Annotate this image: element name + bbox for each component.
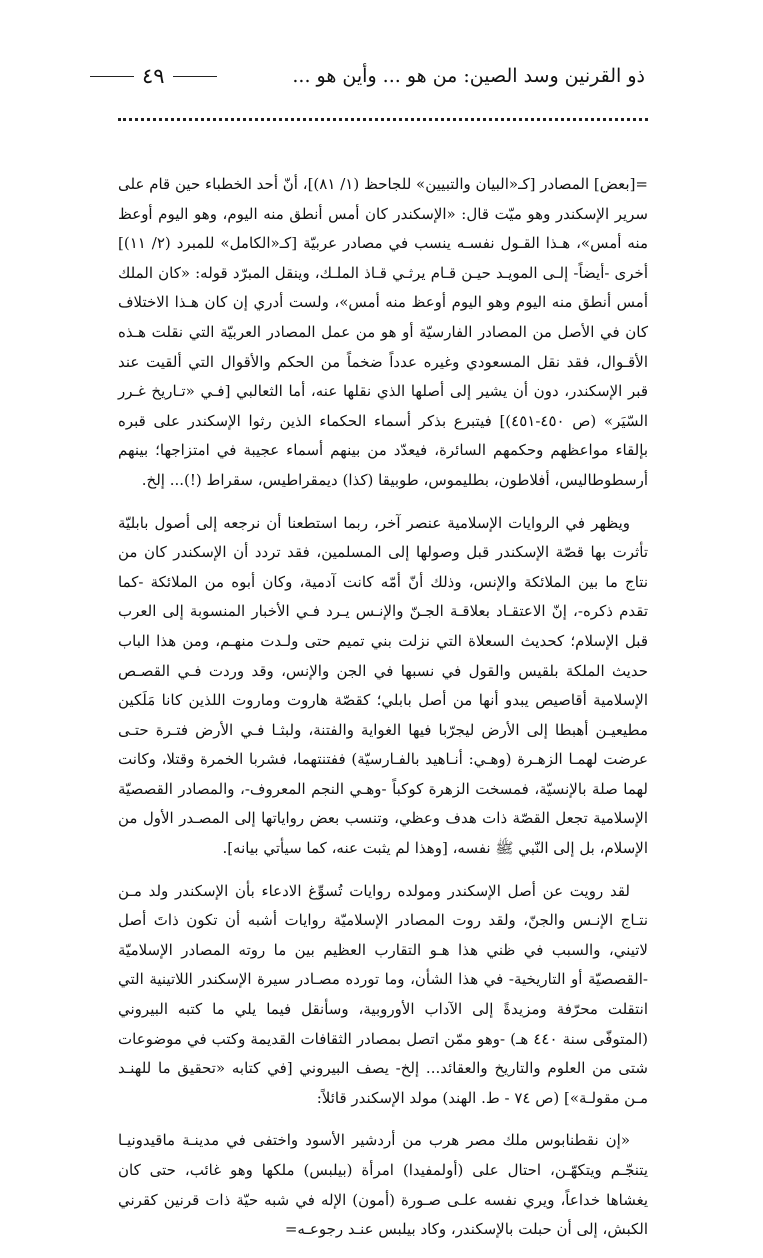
paragraph: ويظهر في الروايات الإسلامية عنصر آخر، ربما استطعنا أن نرجعه إلى أصول بابليّة تأثرت بها قصّة الإسكندر قبل وصولها إلى المسلمين، فقد تردد أن الإسكندر كان من نتاج ما بين الملائكة والإنس، وذلك أنّ أمّه كانت آدمية، وكان أبوه من الملائكة -كما تقدم ذكره-، إنّ الاعتقـاد بعلاقـة الجـنّ والإنـس يـرد فـي الأخبار المنسوبة إلى العرب قبل الإسلام؛ كحديث السعلاة التي نزلت بني تميم حتى ولـدت منهـم، ومن هذا الباب حديث الملكة بلقيس والقول في نسبها في الجن والإنس، وقد وردت فـي القصـص الإسلامية أقاصيص يبدو أنها من أصل بابلي؛ كقصّة هاروت وماروت اللذين كانا مَلَكين مطيعيـن أهبطا إلى الأرض ليجرّبا فيها الغواية والفتنة، ولبثـا فـي الأرض فتـرة حتـى عرضت لهمـا الزهـرة (وهـي: أنـاهيد بالفـارسيّة) ففتنتهما، فشربا الخمرة وقتلا، وكانت لهما صلة بالإنسيّة، فمسخت الزهرة كوكباً -وهـي النجم المعروف-، والمصادر القصصيّة الإسلامية تجعل القصّة ذات هدف وعظي، وتنسب بعض رواياتها إلى المصـدر الأول من الإسلام، بل إلى النّبي ﷺ نفسه، [وهذا لم يثبت عنه، كما سيأتي بيانه]. <box>118 513 648 858</box>
paragraph-continued: =[بعض] المصادر [كـ«البيان والتبيين» للجاحظ (١/ ٨١)]، أنّ أحد الخطباء حين قام على سرير الإسكندر وهو ميّت قال: «الإسكندر كان أمس أنطق منه اليوم، وهو اليوم أوعظ منه أمس»، هـذا القـول نفسـه ينسب في مصادر عربيّة [كـ«الكامل» للمبرد (٢/ ١١)] أخرى -أيضاً- إلـى المويـد حيـن قـام يرثـي قـاذ الملـك، وينقل المبرّد قوله: «كان الملك أمس أنطق منه اليوم وهو اليوم أوعظ منه أمس»، ولست أدري إن كان هـذا الاختلاف كان في الأصل من المصادر الفارسيّة أو هو من عمل المصادر العربيّة التي نقلت هـذه الأقـوال، فقد نقل المسعودي وغيره عدداً ضخماً من الحكم والأقوال التي ألقيت عند قبر الإسكندر، دون أن يشير إلى أصلها الذي نقلها عنه، أما الثعالبي [فـي «تـاريخ غـرر السّيَر» (ص ٤٥٠-٤٥١)] فيتبرع بذكر أسماء الحكماء الذين رثوا الإسكندر على قبره بإلقاء مواعظهم وحكمهم السائرة، فيعدّد من بينهم أسماء عجيبة في امتزاجها؛ بينهم أرسطوطاليس، أفلاطون، بطليموس، طوبيقا (كذا) ديمقراطيس، سقراط (!)... إلخ. <box>118 175 648 489</box>
paragraph: لقد رويت عن أصل الإسكندر ومولده روايات تُسوِّغ الادعاء بأن الإسكندر ولد مـن نتـاج الإنـس والجنّ، ولقد روت المصادر الإسلاميّة روايات أشبه أن تكون ذاتَ أصل لاتيني، والسبب في ظني هذا هـو التقارب العظيم بين ما روته المصادر الإسلاميّة -القصصيّة أو التاريخية- في هذا الشأن، وما تورده مصـادر سيرة الإسكندر اللاتينية التي انتقلت محرّفة ومزيدةً إلى الآداب الأوروبية، وسأنقل فيما يلي ما كتبه البيروني (المتوفّى سنة ٤٤٠ هـ) -وهو ممّن اتصل بمصادر الثقافات القديمة وكتب في موضوعات شتى من العلوم والتاريخ والعقائد... إلخ- يصف البيروني [في كتابه «تحقيق ما للهنـد مـن مقولـة»] (ص ٧٤ - ط. الهند) مولد الإسكندر قائلاً: <box>118 881 648 1107</box>
running-title: ذو القرنين وسد الصين: من هو ... وأين هو ... <box>292 65 645 87</box>
page-number-block <box>90 64 217 88</box>
page-number-rule-right <box>173 76 217 77</box>
page-header <box>90 58 645 94</box>
body-text <box>118 170 648 1258</box>
header-dotted-divider <box>118 118 648 121</box>
page-number: ٤٩ <box>142 64 165 88</box>
quoted-paragraph: «إن نقطنابوس ملك مصر هرب من أردشير الأسود واختفى في مدينـة ماقيدونيـا يتنجّـم ويتكهّـن، احتال على (أولمفيدا) امرأة (بيلبس) ملكها وهو غائب، حتى كان يغشاها خداعاً، ويري نفسه علـى صـورة (أمون) الإله في شبه حيّة ذات قرنين كقرني الكبش، إلى أن حبلت بالإسكندر، وكاد بيلبس عنـد رجوعـه= <box>118 1131 648 1239</box>
page-number-rule-left <box>90 76 134 77</box>
